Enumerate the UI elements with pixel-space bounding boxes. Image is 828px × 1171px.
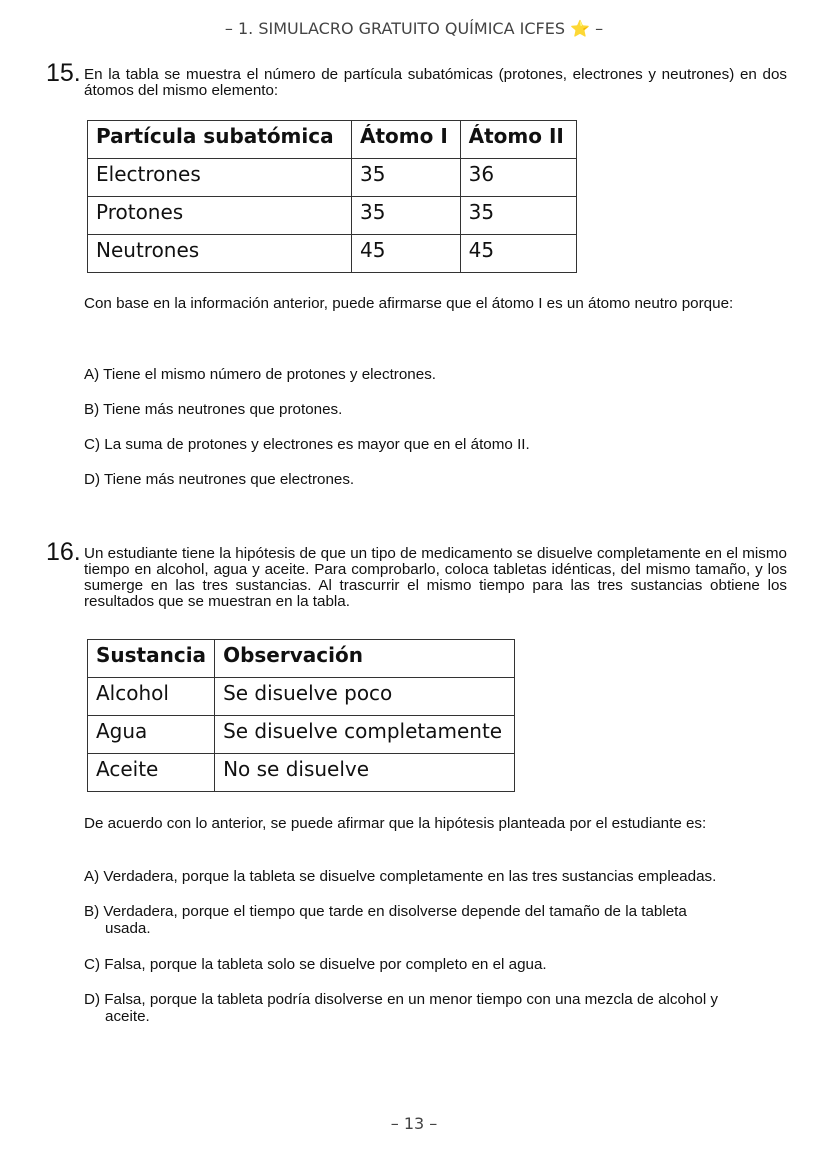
- table-cell: 45: [460, 235, 576, 273]
- star-icon: ⭐: [570, 19, 590, 38]
- option-d: [84, 991, 784, 1025]
- table-row: [88, 235, 577, 273]
- option-b: B) Tiene más neutrones que protones.: [84, 401, 343, 418]
- option-d: D) Tiene más neutrones que electrones.: [84, 471, 355, 488]
- option-text-continued: usada.: [105, 920, 151, 937]
- header-suffix: –: [590, 19, 604, 38]
- table-cell: No se disuelve: [215, 754, 515, 792]
- table-header: Átomo I: [352, 121, 461, 159]
- table-cell: 35: [352, 159, 461, 197]
- option-b: [84, 903, 784, 937]
- table-header: Átomo II: [460, 121, 576, 159]
- table-header: Sustancia: [88, 640, 215, 678]
- substances-table: [87, 639, 515, 792]
- table-header: Observación: [215, 640, 515, 678]
- table-header-row: [88, 121, 577, 159]
- particles-table: [87, 120, 577, 273]
- option-text: C) Falsa, porque la tableta solo se disuelve por completo en el agua.: [84, 956, 547, 973]
- option-text-continued: aceite.: [105, 1008, 150, 1025]
- table-cell: 35: [460, 197, 576, 235]
- option-c: C) La suma de protones y electrones es mayor que en el átomo II.: [84, 436, 530, 453]
- table-header: Partícula subatómica: [88, 121, 352, 159]
- table-cell: Se disuelve completamente: [215, 716, 515, 754]
- table-cell: Se disuelve poco: [215, 678, 515, 716]
- question-15-stem: En la tabla se muestra el número de partícula subatómicas (protones, electrones y neutrones) en dos átomos del mismo elemento:: [84, 66, 787, 99]
- option-text: B) Verdadera, porque el tiempo que tarde en disolverse depende del tamaño de la tableta: [84, 903, 687, 920]
- question-16-stem: Un estudiante tiene la hipótesis de que un tipo de medicamento se disuelve completamente en el mismo tiempo en alcohol, agua y aceite. Para comprobarlo, coloca tabletas idénticas, del mismo tamaño, y los sumerge en las tres sustancias. Al trascurrir el mismo tiempo para las tres sustancias obtiene los resultados que se muestran en la tabla.: [84, 545, 787, 610]
- question-16-prompt: De acuerdo con lo anterior, se puede afirmar que la hipótesis planteada por el estudiante es:: [84, 815, 707, 832]
- option-a: [84, 868, 784, 885]
- table-row: [88, 197, 577, 235]
- table-cell: Protones: [88, 197, 352, 235]
- table-row: [88, 678, 515, 716]
- table-cell: Alcohol: [88, 678, 215, 716]
- option-text: A) Verdadera, porque la tableta se disuelve completamente en las tres sustancias empleadas.: [84, 868, 717, 885]
- question-16-number: 16.: [46, 538, 81, 566]
- option-text: D) Falsa, porque la tableta podría disolverse en un menor tiempo con una mezcla de alcohol y: [84, 991, 719, 1008]
- question-15-prompt: Con base en la información anterior, puede afirmarse que el átomo I es un átomo neutro porque:: [84, 295, 734, 312]
- table-cell: 45: [352, 235, 461, 273]
- question-15-number: 15.: [46, 59, 81, 87]
- table-cell: Aceite: [88, 754, 215, 792]
- table-header-row: [88, 640, 515, 678]
- table-cell: Neutrones: [88, 235, 352, 273]
- page-header: [0, 19, 828, 38]
- table-row: [88, 159, 577, 197]
- table-row: [88, 716, 515, 754]
- option-a: A) Tiene el mismo número de protones y electrones.: [84, 366, 437, 383]
- table-cell: 36: [460, 159, 576, 197]
- table-row: [88, 754, 515, 792]
- page-number: – 13 –: [390, 1114, 438, 1133]
- table-cell: Agua: [88, 716, 215, 754]
- table-cell: Electrones: [88, 159, 352, 197]
- table-cell: 35: [352, 197, 461, 235]
- header-title: – 1. SIMULACRO GRATUITO QUÍMICA ICFES: [224, 19, 565, 38]
- option-c: [84, 956, 784, 973]
